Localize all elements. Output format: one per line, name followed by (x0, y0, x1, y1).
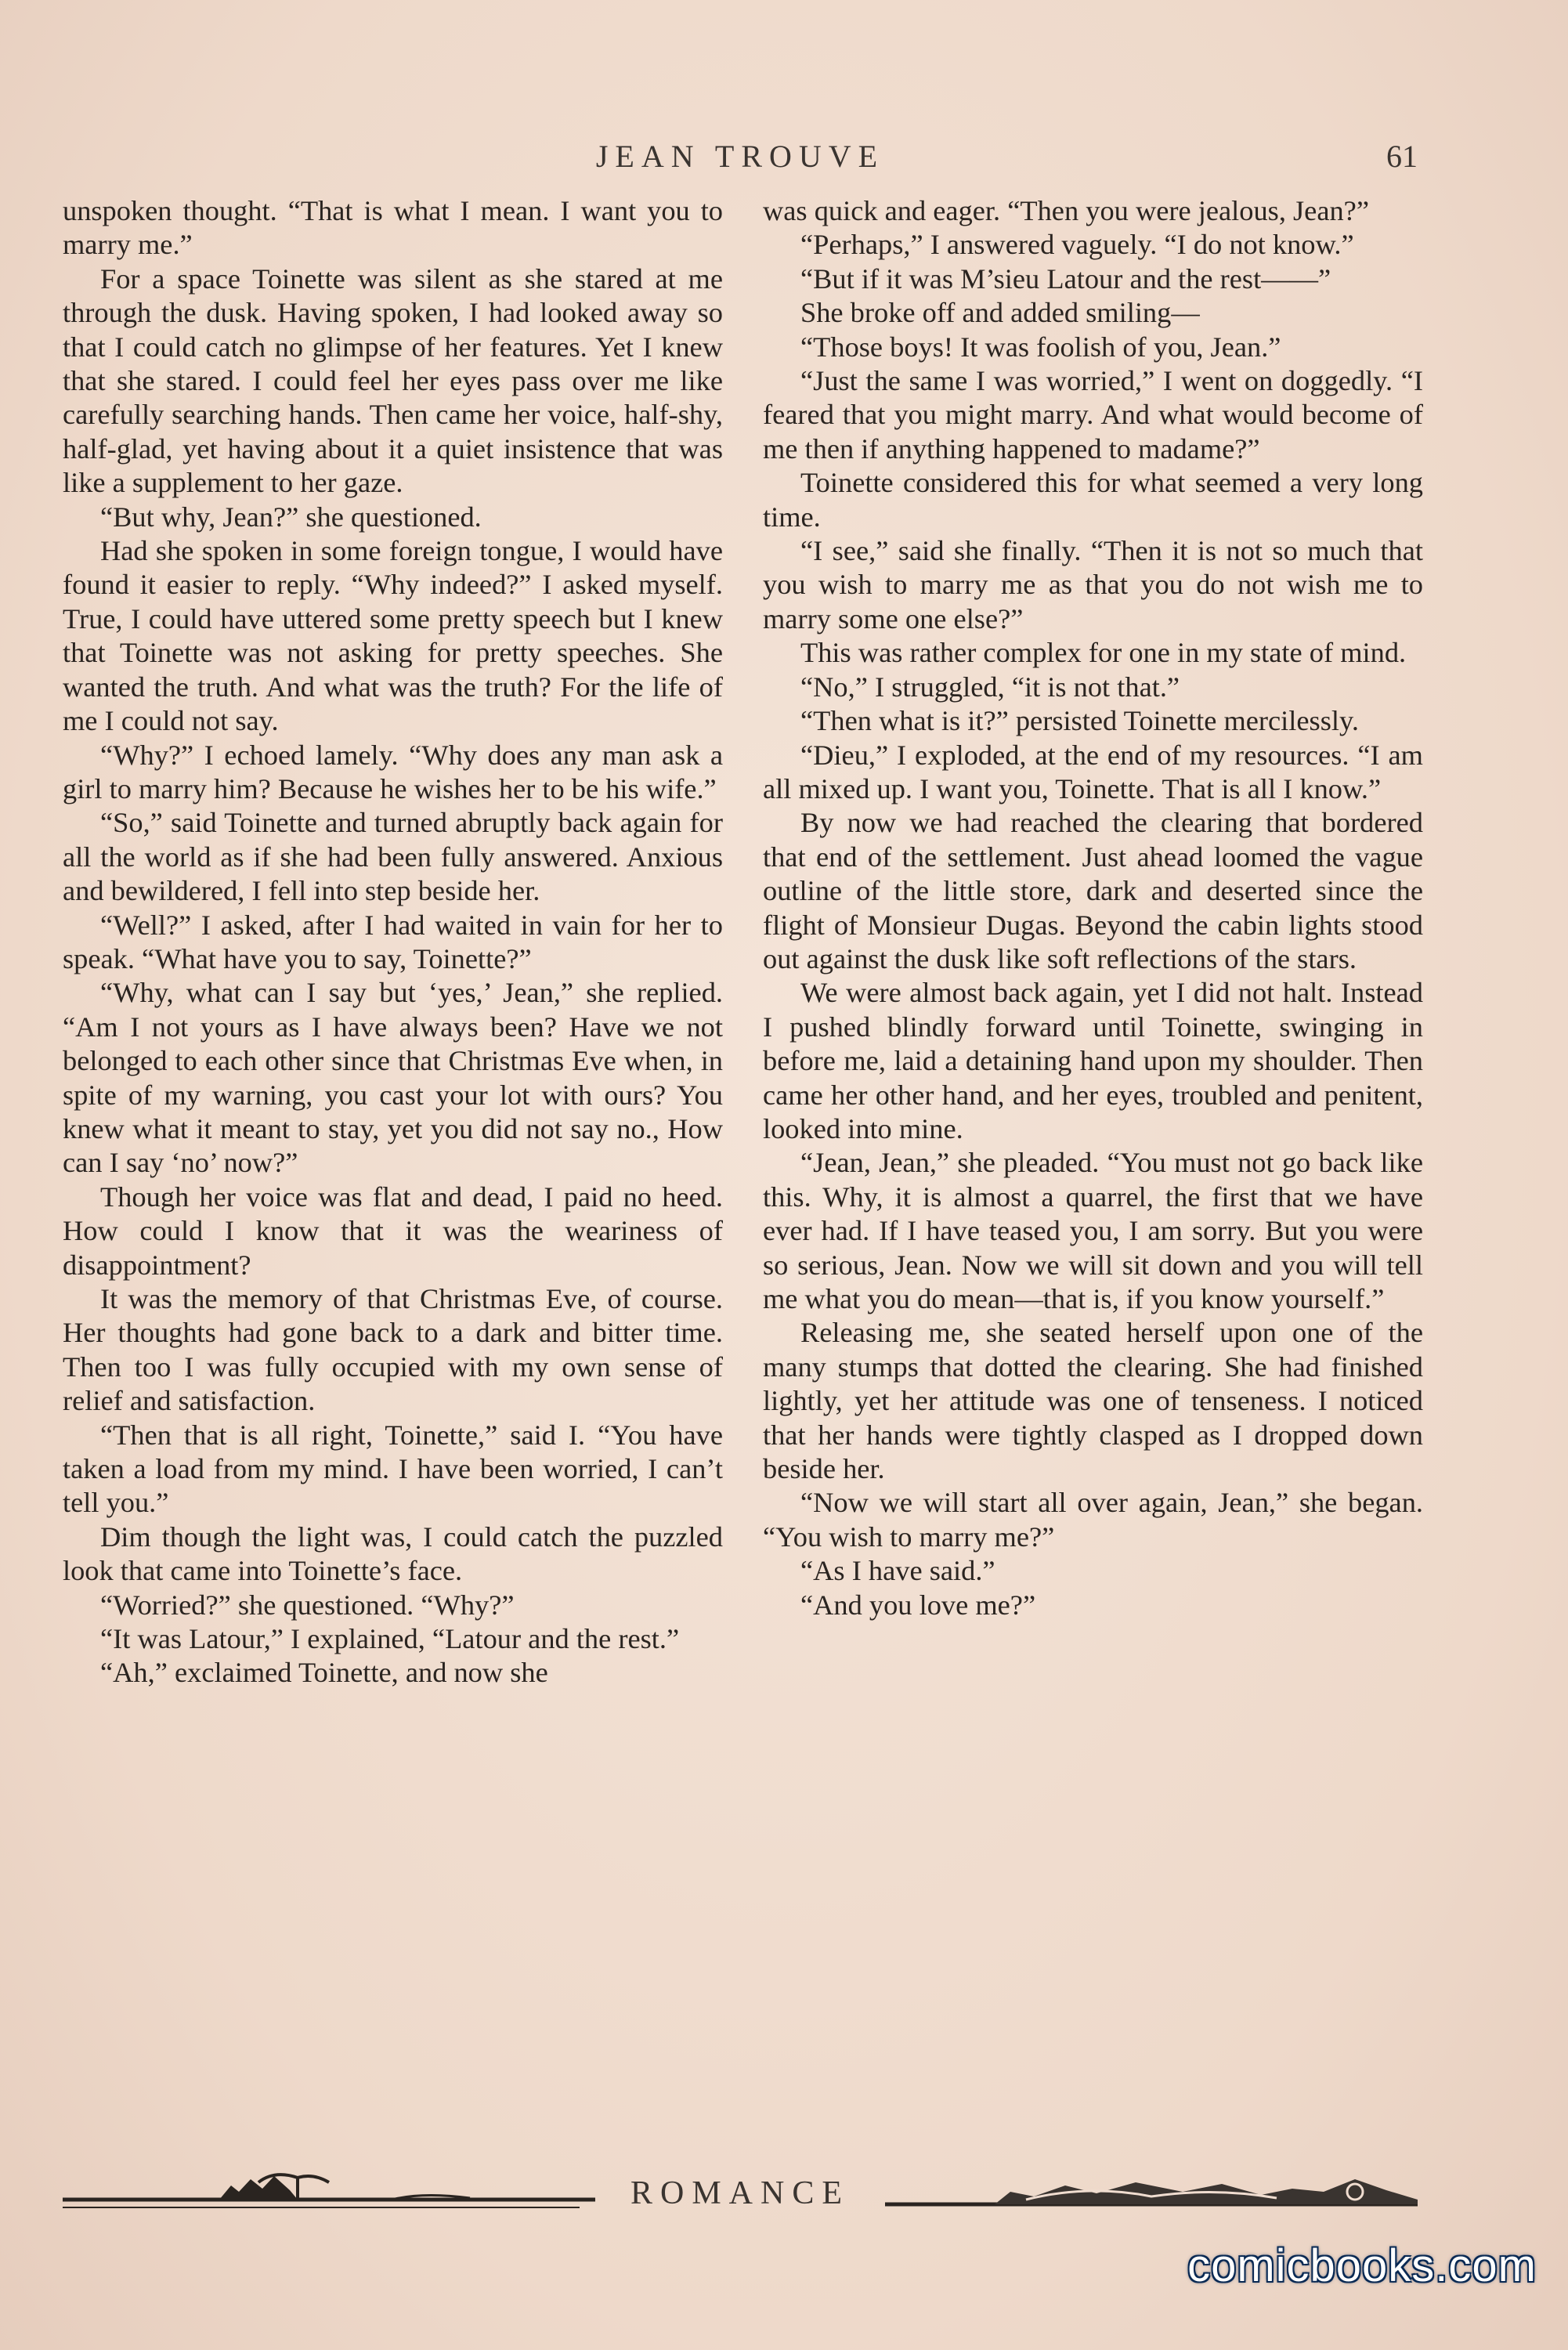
paragraph: Toinette considered this for what seemed a very long time. (763, 467, 1423, 533)
page-header (63, 138, 1418, 185)
paragraph: Had she spoken in some foreign tongue, I would have found it easier to reply. “Why indeed?” I asked myself. True, I could have uttered some pretty speech but I knew that Toinette was not asking for pretty speeches. She wanted the truth. And what was the truth? For the life of me I could not say. (63, 535, 723, 737)
paragraph: “Why?” I echoed lamely. “Why does any man ask a girl to marry him? Because he wishes her to be his wife.” (63, 739, 723, 804)
paragraph: This was rather complex for one in my state of mind. (800, 637, 1407, 669)
page-number: 61 (1386, 139, 1418, 174)
paragraph: “But why, Jean?” she questioned. (100, 501, 482, 533)
magazine-title: ROMANCE (630, 2175, 851, 2211)
paragraph: Releasing me, she seated herself upon one of the many stumps that dotted the clearing. She had finished lightly, yet her attitude was one of tenseness. I noticed that her hands were tightly clasped as I dropped down beside her. (763, 1317, 1423, 1485)
paragraph: “Jean, Jean,” she pleaded. “You must not go back like this. Why, it is almost a quarrel, the first that we have ever had. If I have teased you, I am sorry. But you were so serious, Jean. Now we will sit down and you will tell me what you do mean—that is, if you know yourself.” (763, 1147, 1423, 1314)
paragraph: “Those boys! It was foolish of you, Jean.” (800, 331, 1281, 363)
paragraph: “Just the same I was worried,” I went on doggedly. “I feared that you might marry. And what would become of me then if anything happened to madame?” (763, 365, 1423, 465)
paragraph: unspoken thought. “That is what I mean. I want you to marry me.” (63, 195, 723, 261)
right-column (763, 194, 1423, 2137)
paragraph: “Ah,” exclaimed Toinette, and now she (100, 1657, 548, 1689)
paragraph: was quick and eager. “Then you were jealous, Jean?” (763, 195, 1369, 226)
paragraph: “Well?” I asked, after I had waited in vain for her to speak. “What have you to say, Toinette?” (63, 909, 723, 974)
paragraph: “Then what is it?” persisted Toinette mercilessly. (800, 705, 1359, 737)
watermark: comicbooks.com (1187, 2240, 1537, 2291)
paragraph: By now we had reached the clearing that bordered that end of the settlement. Just ahead loomed the vague outline of the little store, dark and deserted since the flight of Monsieur Dugas. Beyond the cabin lights stood out against the dusk like soft reflections of the stars. (763, 807, 1423, 974)
paragraph: Though her voice was flat and dead, I paid no heed. How could I know that it was the weariness of disappointment? (63, 1180, 723, 1281)
paragraph: “No,” I struggled, “it is not that.” (800, 671, 1180, 703)
page-footer (63, 2168, 1418, 2223)
paragraph: “Why, what can I say but ‘yes,’ Jean,” she replied. “Am I not yours as I have always been? Have we not belonged to each other since that Christmas Eve when, in spite of my warning, you cast your lot with ours? You knew what it meant to stay, yet you did not say no., How can I say ‘no’ now?” (63, 977, 723, 1179)
paragraph: For a space Toinette was silent as she stared at me through the dusk. Having spoken, I had looked away so that I could catch no glimpse of her features. Yet I knew that she stared. I could feel her eyes pass over me like carefully searching hands. Then came her voice, half-shy, half-glad, yet having about it a quiet insistence that was like a supplement to her gaze. (63, 262, 723, 499)
paragraph: “Then that is all right, Toinette,” said I. “You have taken a load from my mind. I have been worried, I can’t tell you.” (63, 1419, 723, 1519)
paragraph: “It was Latour,” I explained, “Latour and the rest.” (100, 1623, 680, 1655)
left-column (63, 194, 723, 2137)
running-head: JEAN TROUVE (595, 139, 885, 174)
paragraph: Dim though the light was, I could catch the puzzled look that came into Toinette’s face. (63, 1520, 723, 1587)
paragraph: “As I have said.” (800, 1555, 995, 1587)
paragraph: “Now we will start all over again, Jean,” she began. “You wish to marry me?” (763, 1487, 1423, 1553)
paragraph: She broke off and added smiling— (800, 297, 1200, 329)
paragraph: “And you love me?” (800, 1589, 1036, 1621)
paragraph: We were almost back again, yet I did not halt. Instead I pushed blindly forward until Toinette, swinging in before me, laid a detaining hand upon my shoulder. Then came her other hand, and her eyes, troubled and penitent, looked into mine. (763, 977, 1423, 1144)
paragraph: It was the memory of that Christmas Eve, of course. Her thoughts had gone back to a dark and bitter time. Then too I was fully occupied with my own sense of relief and satisfaction. (63, 1283, 723, 1417)
landscape-vignette-right (885, 2168, 1418, 2223)
paragraph: “Worried?” she questioned. “Why?” (100, 1589, 515, 1621)
paragraph: “I see,” said she finally. “Then it is not so much that you wish to marry me as that you do not wish me to marry some one else?” (763, 535, 1423, 634)
paragraph: “Perhaps,” I answered vaguely. “I do not know.” (800, 229, 1354, 261)
paragraph: “But if it was M’sieu Latour and the rest——” (800, 262, 1331, 295)
paragraph: “Dieu,” I exploded, at the end of my resources. “I am all mixed up. I want you, Toinette. That is all I know.” (763, 739, 1423, 804)
paragraph: “So,” said Toinette and turned abruptly back again for all the world as if she had been fully answered. Anxious and bewildered, I fell into step beside her. (63, 807, 723, 907)
